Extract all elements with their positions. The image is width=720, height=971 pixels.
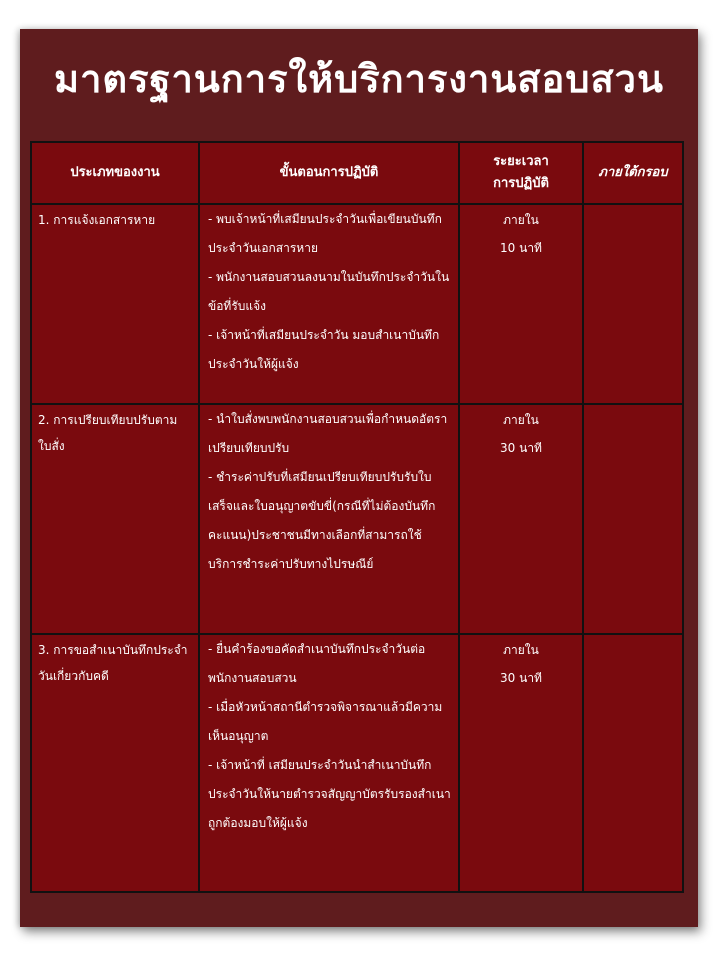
procedure-step: - เมื่อหัวหน้าสถานีตำรวจพิจารณาแล้วมีความเห็นอนุญาต xyxy=(208,700,443,743)
procedure-step: - นำใบสั่งพบพนักงานสอบสวนเพื่อกำหนดอัตราเปรียบเทียบปรับ xyxy=(208,412,448,455)
duration-line2: 30 นาที xyxy=(500,441,542,455)
row-procedure xyxy=(199,404,459,634)
table-row xyxy=(31,204,683,404)
duration-line1: ภายใน xyxy=(503,213,539,227)
row-work-type: 2. การเปรียบเทียบปรับตามใบสั่ง xyxy=(31,404,199,634)
duration-line2: 10 นาที xyxy=(500,241,542,255)
header-duration xyxy=(459,142,583,204)
row-procedure xyxy=(199,204,459,404)
procedure-step: - เจ้าหน้าที่เสมียนประจำวัน มอบสำเนาบันทึกประจำวันให้ผู้แจ้ง xyxy=(208,328,440,371)
procedure-step: - เจ้าหน้าที่ เสมียนประจำวันนำสำเนาบันทึกประจำวันให้นายตำรวจสัญญาบัตรรับรองสำเนาถูกต้องมอบให้ผู้แจ้ง xyxy=(208,758,451,830)
duration-line1: ภายใน xyxy=(503,643,539,657)
header-duration-line1: ระยะเวลา xyxy=(493,154,549,169)
row-framework xyxy=(583,634,683,892)
row-duration xyxy=(459,404,583,634)
row-duration xyxy=(459,204,583,404)
header-framework: ภายใต้กรอบ xyxy=(583,142,683,204)
procedure-step: - ยื่นคำร้องขอคัดสำเนาบันทึกประจำวันต่อพนักงานสอบสวน xyxy=(208,642,426,685)
row-duration xyxy=(459,634,583,892)
header-work-type: ประเภทของงาน xyxy=(31,142,199,204)
row-work-type: 1. การแจ้งเอกสารหาย xyxy=(31,204,199,404)
page-title: มาตรฐานการให้บริการงานสอบสวน xyxy=(54,57,664,101)
service-standard-table xyxy=(30,141,684,893)
procedure-step: - พบเจ้าหน้าที่เสมียนประจำวันเพื่อเขียนบันทึกประจำวันเอกสารหาย xyxy=(208,212,442,255)
table-header-row xyxy=(31,142,683,204)
procedure-step: - ชำระค่าปรับที่เสมียนเปรียบเทียบปรับรับใบเสร็จและใบอนุญาตขับขี่(กรณีที่ไม่ต้องบันทึกคะแนน)ประชาชนมีทางเลือกที่สามารถใช้บริการชำระค่าปรับทางไปรษณีย์ xyxy=(208,470,436,571)
duration-line1: ภายใน xyxy=(503,413,539,427)
table-row xyxy=(31,634,683,892)
table-row xyxy=(31,404,683,634)
row-work-type: 3. การขอสำเนาบันทึกประจำวันเกี่ยวกับคดี xyxy=(31,634,199,892)
row-framework xyxy=(583,204,683,404)
duration-line2: 30 นาที xyxy=(500,671,542,685)
procedure-step: - พนักงานสอบสวนลงนามในบันทึกประจำวันในข้อที่รับแจ้ง xyxy=(208,270,450,313)
row-procedure xyxy=(199,634,459,892)
header-procedure: ขั้นตอนการปฏิบัติ xyxy=(199,142,459,204)
header-duration-line2: การปฏิบัติ xyxy=(493,176,549,191)
row-framework xyxy=(583,404,683,634)
document-page xyxy=(20,29,698,927)
